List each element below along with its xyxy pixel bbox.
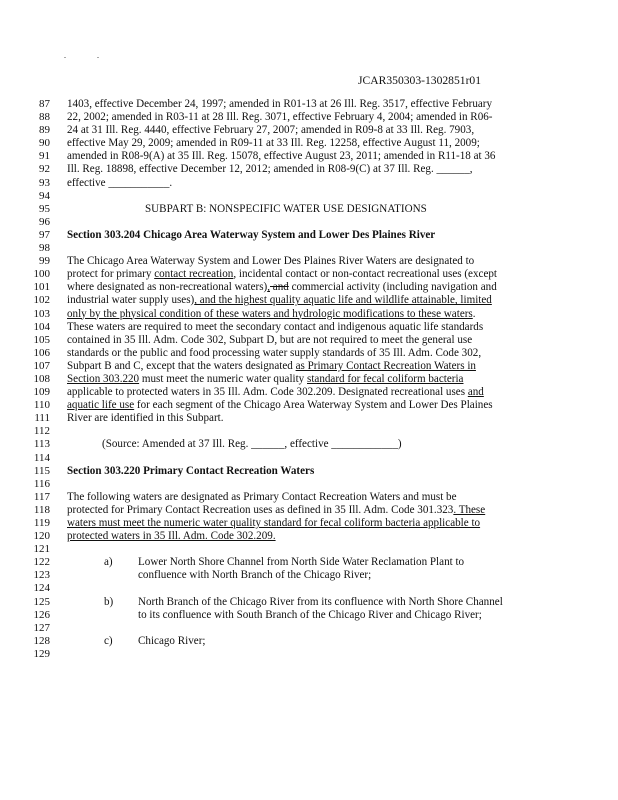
line-text bbox=[67, 177, 172, 190]
line-number: 123 bbox=[33, 569, 50, 582]
document-line bbox=[0, 98, 618, 111]
document-line bbox=[0, 491, 618, 504]
scan-mark: . bbox=[97, 51, 99, 60]
document-line bbox=[0, 452, 618, 465]
line-number: 109 bbox=[33, 386, 50, 399]
line-text bbox=[67, 360, 476, 373]
line-text bbox=[67, 347, 481, 360]
text-run: commercial activity (including navigation and bbox=[288, 281, 497, 294]
document-line bbox=[0, 478, 618, 491]
line-number: 112 bbox=[33, 425, 50, 438]
line-text bbox=[67, 530, 276, 543]
line-text bbox=[67, 98, 492, 111]
list-item-label: a) bbox=[104, 556, 113, 569]
document-line bbox=[0, 635, 618, 648]
document-line bbox=[0, 124, 618, 137]
line-number: 91 bbox=[39, 150, 50, 163]
text-run: . bbox=[472, 307, 476, 320]
line-number: 118 bbox=[33, 503, 50, 516]
line-number: 126 bbox=[33, 608, 50, 621]
text-run: SUBPART B: NONSPECIFIC WATER USE DESIGNATIONS bbox=[145, 202, 427, 215]
document-line bbox=[0, 373, 618, 386]
document-line bbox=[0, 556, 618, 569]
subpart-heading bbox=[145, 203, 427, 216]
source-note bbox=[102, 438, 402, 451]
line-number: 107 bbox=[33, 359, 50, 372]
text-run: for each segment of the Chicago Area Waterway System and Lower Des Plaines bbox=[134, 399, 493, 412]
line-text bbox=[67, 294, 492, 307]
line-number: 110 bbox=[33, 399, 50, 412]
inserted-text: Section 303.220 bbox=[67, 372, 140, 385]
line-number: 113 bbox=[33, 438, 50, 451]
text-run: These waters are required to meet the secondary contact and indigenous aquatic life standards bbox=[67, 320, 484, 333]
document-line bbox=[0, 386, 618, 399]
inserted-text: and bbox=[467, 386, 484, 399]
line-number: 114 bbox=[33, 451, 50, 464]
line-text bbox=[67, 491, 457, 504]
text-run: 1403, effective December 24, 1997; amended in R01-13 at 26 Ill. Reg. 3517, effective February bbox=[67, 98, 493, 110]
line-text bbox=[67, 150, 495, 163]
text-run: , incidental contact or non-contact recreational uses (except bbox=[233, 268, 498, 281]
document-line bbox=[0, 177, 618, 190]
line-number: 103 bbox=[33, 307, 50, 320]
line-number: 94 bbox=[39, 189, 50, 202]
line-text bbox=[67, 334, 472, 347]
line-number: 121 bbox=[33, 543, 50, 556]
text-run: Ill. Reg. 18898, effective December 12, 2012; amended in R08-9(C) at 37 Ill. Reg. ______, bbox=[67, 163, 473, 176]
inserted-text: , and the highest quality aquatic life and wildlife attainable, limited bbox=[194, 294, 492, 307]
document-line bbox=[0, 530, 618, 543]
section-heading bbox=[67, 229, 435, 242]
document-line bbox=[0, 517, 618, 530]
document-line bbox=[0, 347, 618, 360]
line-text bbox=[67, 255, 474, 268]
line-number: 96 bbox=[39, 215, 50, 228]
text-run: industrial water supply uses) bbox=[67, 294, 195, 307]
text-run: where designated as non-recreational waters) bbox=[67, 281, 268, 294]
text-run: 24 at 31 Ill. Reg. 4440, effective February 27, 2007; amended in R09-8 at 33 Ill. Reg. 7903, bbox=[67, 124, 475, 137]
line-text bbox=[67, 504, 485, 517]
list-item-text: Chicago River; bbox=[138, 634, 206, 647]
line-number: 108 bbox=[33, 372, 50, 385]
document-line bbox=[0, 150, 618, 163]
document-line bbox=[0, 229, 618, 242]
line-number: 99 bbox=[39, 255, 50, 268]
inserted-text: , bbox=[267, 281, 270, 294]
list-item-label: b) bbox=[104, 595, 114, 608]
document-line bbox=[0, 569, 618, 582]
line-number: 102 bbox=[33, 294, 50, 307]
line-text bbox=[67, 321, 483, 334]
list-item-text: confluence with North Branch of the Chicago River; bbox=[138, 569, 372, 582]
line-number: 125 bbox=[33, 595, 50, 608]
document-line bbox=[0, 308, 618, 321]
document-line bbox=[0, 255, 618, 268]
inserted-text: . These bbox=[453, 503, 486, 516]
document-line bbox=[0, 465, 618, 478]
line-text bbox=[67, 412, 224, 425]
list-item-text: to its confluence with South Branch of the Chicago River and Chicago River; bbox=[138, 608, 482, 621]
line-number: 87 bbox=[39, 98, 50, 110]
text-run: standards or the public and food processing water supply standards of 35 Ill. Adm. Code 302, bbox=[67, 346, 482, 359]
document-id: JCAR350303-1302851r01 bbox=[358, 74, 482, 87]
line-text bbox=[67, 268, 497, 281]
document-line bbox=[0, 360, 618, 373]
document-line bbox=[0, 399, 618, 412]
line-number: 129 bbox=[33, 647, 50, 660]
line-number: 122 bbox=[33, 556, 50, 569]
text-run: Section 303.220 Primary Contact Recreation Waters bbox=[67, 464, 315, 477]
text-run: Section 303.204 Chicago Area Waterway System and Lower Des Plaines River bbox=[67, 228, 436, 241]
section-heading bbox=[67, 465, 314, 478]
line-text bbox=[67, 111, 492, 124]
line-number: 116 bbox=[33, 477, 50, 490]
line-number: 89 bbox=[39, 124, 50, 137]
line-number: 100 bbox=[33, 268, 50, 281]
text-run: amended in R08-9(A) at 35 Ill. Reg. 15078, effective August 23, 2011; amended in R11-18 at 36 bbox=[67, 150, 496, 163]
line-number: 98 bbox=[39, 242, 50, 255]
inserted-text: protected waters in 35 Ill. Adm. Code 302.209. bbox=[67, 530, 276, 543]
inserted-text: standard for fecal coliform bacteria bbox=[307, 372, 464, 385]
deleted-text: and bbox=[270, 281, 289, 294]
list-item-text: Lower North Shore Channel from North Side Water Reclamation Plant to bbox=[138, 556, 465, 569]
inserted-text: waters must meet the numeric water quality standard for fecal coliform bacteria applicable to bbox=[67, 517, 481, 529]
line-number: 88 bbox=[39, 111, 50, 124]
document-line bbox=[0, 334, 618, 347]
document-line bbox=[0, 281, 618, 294]
line-number: 97 bbox=[39, 228, 50, 241]
document-line bbox=[0, 582, 618, 595]
line-number: 92 bbox=[39, 163, 50, 176]
line-text bbox=[67, 386, 484, 399]
text-run: The Chicago Area Waterway System and Lower Des Plaines River Waters are designated to bbox=[67, 255, 475, 268]
text-run: Subpart B and C, except that the waters designated bbox=[67, 359, 296, 372]
line-number: 120 bbox=[33, 530, 50, 543]
inserted-text: aquatic life use bbox=[67, 399, 135, 412]
document-line bbox=[0, 609, 618, 622]
document-line bbox=[0, 438, 618, 451]
line-text bbox=[67, 517, 480, 530]
document-line bbox=[0, 596, 618, 609]
line-number: 117 bbox=[33, 490, 50, 503]
document-line bbox=[0, 190, 618, 203]
document-line bbox=[0, 504, 618, 517]
line-number: 111 bbox=[34, 412, 50, 425]
list-item-text: North Branch of the Chicago River from its confluence with North Shore Channel bbox=[138, 595, 503, 608]
document-line bbox=[0, 216, 618, 229]
document-line bbox=[0, 203, 618, 216]
line-number: 115 bbox=[33, 464, 50, 477]
text-run: contained in 35 Ill. Adm. Code 302, Subpart D, but are not required to meet the general use bbox=[67, 333, 473, 346]
line-number: 106 bbox=[33, 346, 50, 359]
document-line bbox=[0, 242, 618, 255]
line-number: 105 bbox=[33, 333, 50, 346]
text-run: The following waters are designated as Primary Contact Recreation Waters and must be bbox=[67, 490, 457, 503]
line-number: 95 bbox=[39, 202, 50, 215]
line-text bbox=[67, 124, 474, 137]
line-text bbox=[67, 308, 476, 321]
document-line bbox=[0, 412, 618, 425]
scan-mark: . bbox=[64, 51, 66, 60]
document-line bbox=[0, 268, 618, 281]
line-text bbox=[67, 163, 473, 176]
line-number: 119 bbox=[33, 517, 50, 529]
text-run: effective ___________. bbox=[67, 176, 173, 189]
text-run: protect for primary bbox=[67, 268, 155, 281]
line-number: 127 bbox=[33, 621, 50, 634]
line-number: 93 bbox=[39, 176, 50, 189]
text-run: applicable to protected waters in 35 Ill. Adm. Code 302.209. Designated recreational uses bbox=[67, 386, 468, 399]
document-line bbox=[0, 543, 618, 556]
line-number: 90 bbox=[39, 137, 50, 150]
line-text bbox=[67, 137, 480, 150]
text-run: (Source: Amended at 37 Ill. Reg. ______, effective ____________) bbox=[102, 438, 402, 451]
document-line bbox=[0, 648, 618, 661]
line-number: 101 bbox=[33, 281, 50, 294]
document-line bbox=[0, 163, 618, 176]
inserted-text: contact recreation bbox=[154, 268, 234, 281]
document-line bbox=[0, 425, 618, 438]
line-number: 128 bbox=[33, 634, 50, 647]
document-line bbox=[0, 321, 618, 334]
text-run: River are identified in this Subpart. bbox=[67, 412, 224, 425]
text-run: must meet the numeric water quality bbox=[139, 372, 308, 385]
line-text bbox=[67, 399, 493, 412]
line-text bbox=[67, 373, 463, 386]
line-number: 124 bbox=[33, 582, 50, 595]
text-run: protected for Primary Contact Recreation uses as defined in 35 Ill. Adm. Code 301.323 bbox=[67, 503, 454, 516]
document-body bbox=[0, 98, 618, 661]
text-run: effective May 29, 2009; amended in R09-11 at 33 Ill. Reg. 12258, effective August 11, 2009; bbox=[67, 137, 480, 150]
text-run: 22, 2002; amended in R03-11 at 28 Ill. Reg. 3071, effective February 4, 2004; amended in R06- bbox=[67, 111, 493, 124]
document-line bbox=[0, 137, 618, 150]
line-text bbox=[67, 281, 497, 294]
list-item-label: c) bbox=[104, 634, 113, 647]
document-line bbox=[0, 111, 618, 124]
document-line bbox=[0, 294, 618, 307]
inserted-text: only by the physical condition of these waters and hydrologic modifications to these waters bbox=[67, 307, 473, 320]
line-number: 104 bbox=[33, 320, 50, 333]
document-line bbox=[0, 622, 618, 635]
inserted-text: as Primary Contact Recreation Waters in bbox=[295, 359, 476, 372]
